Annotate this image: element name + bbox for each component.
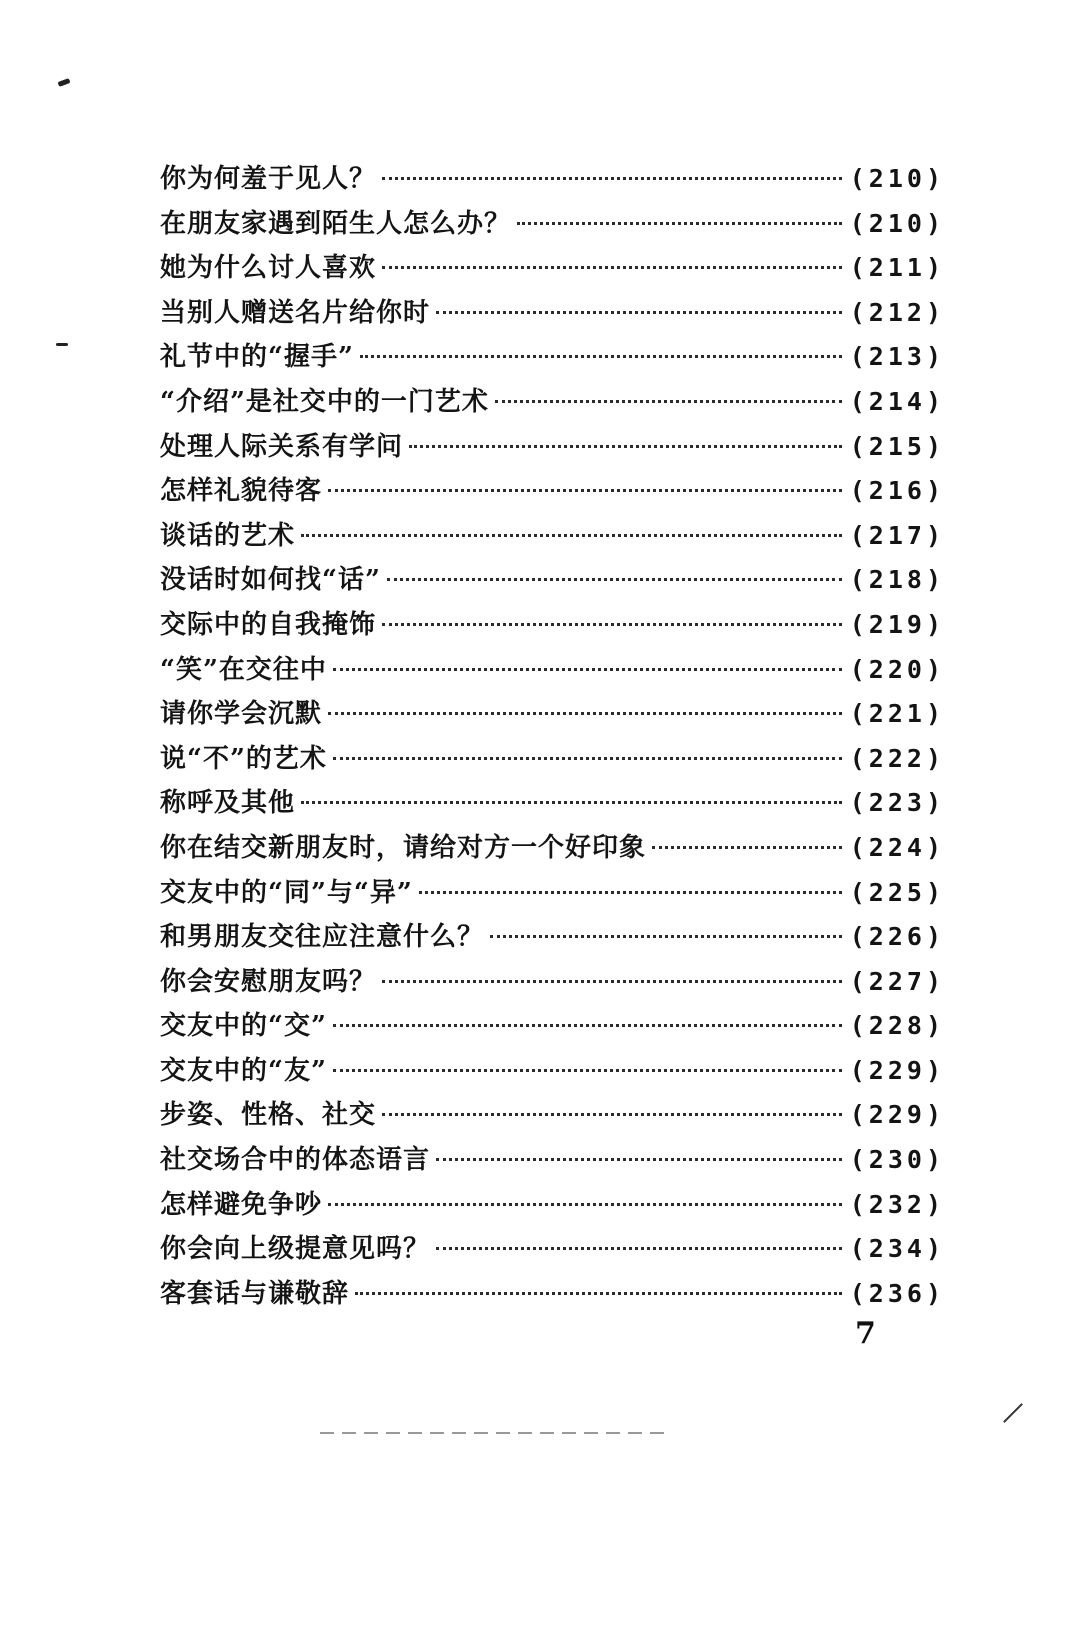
toc-entry xyxy=(160,1139,945,1184)
toc-entry-page: (210) xyxy=(849,208,945,238)
scan-artifact xyxy=(320,1432,670,1434)
toc-entry xyxy=(160,336,945,381)
toc-entry-title: 交友中的“友” xyxy=(160,1055,327,1086)
dot-leader xyxy=(517,222,842,225)
toc-entry-page: (228) xyxy=(849,1011,945,1041)
toc-entry-title: 交友中的“同”与“异” xyxy=(160,877,413,908)
toc-entry-page: (213) xyxy=(849,342,945,372)
toc-entry xyxy=(160,738,945,783)
toc-entry xyxy=(160,1184,945,1229)
toc-entry-title: 和男朋友交往应注意什么？ xyxy=(160,922,485,953)
dot-leader xyxy=(333,1069,842,1072)
toc-entry xyxy=(160,693,945,738)
toc-entry-page: (214) xyxy=(849,386,945,416)
toc-entry-page: (218) xyxy=(849,565,945,595)
toc-entry-title: 你在结交新朋友时，请给对方一个好印象 xyxy=(160,832,647,863)
toc-entry-page: (224) xyxy=(849,832,945,862)
toc-entry-page: (212) xyxy=(849,297,945,327)
toc-entry xyxy=(160,559,945,604)
toc-entry-page: (221) xyxy=(849,699,945,729)
dot-leader xyxy=(301,534,842,537)
toc-entry-title: 当别人赠送名片给你时 xyxy=(160,297,431,328)
dot-leader xyxy=(436,311,842,314)
toc-entry xyxy=(160,827,945,872)
toc-entry-page: (234) xyxy=(849,1234,945,1264)
toc-entry-title: 你会安慰朋友吗？ xyxy=(160,966,377,997)
dot-leader xyxy=(328,1203,842,1206)
toc-entry-page: (229) xyxy=(849,1100,945,1130)
dot-leader xyxy=(382,266,842,269)
toc-entry-title: 没话时如何找“话” xyxy=(160,565,381,596)
toc-entry-title: “介绍”是社交中的一门艺术 xyxy=(160,386,489,417)
toc-entry-title: 怎样礼貌待客 xyxy=(160,476,323,507)
toc-entry xyxy=(160,1005,945,1050)
toc-entry xyxy=(160,961,945,1006)
dot-leader xyxy=(355,1292,842,1295)
dot-leader xyxy=(328,712,842,715)
toc-entry xyxy=(160,1228,945,1273)
toc-entry xyxy=(160,470,945,515)
toc-entry-page: (217) xyxy=(849,520,945,550)
toc-entry-title: 怎样避免争吵 xyxy=(160,1189,323,1220)
toc-entry xyxy=(160,649,945,694)
toc-entry-page: (226) xyxy=(849,922,945,952)
dot-leader xyxy=(419,891,842,894)
dot-leader xyxy=(436,1247,842,1250)
toc-entry-page: (216) xyxy=(849,476,945,506)
dot-leader xyxy=(490,935,842,938)
dot-leader xyxy=(436,1158,842,1161)
dot-leader xyxy=(333,757,842,760)
toc-entry-title: 客套话与谦敬辞 xyxy=(160,1278,350,1309)
toc-entry-page: (227) xyxy=(849,966,945,996)
toc-entry-page: (225) xyxy=(849,877,945,907)
dot-leader xyxy=(382,1113,842,1116)
table-of-contents xyxy=(160,158,945,1317)
dot-leader xyxy=(382,623,842,626)
toc-entry-title: 社交场合中的体态语言 xyxy=(160,1145,431,1176)
toc-entry xyxy=(160,247,945,292)
toc-entry-page: (229) xyxy=(849,1055,945,1085)
toc-entry-page: (220) xyxy=(849,654,945,684)
dot-leader xyxy=(495,400,842,403)
toc-entry-page: (215) xyxy=(849,431,945,461)
toc-entry-title: 说“不”的艺术 xyxy=(160,743,327,774)
dot-leader xyxy=(382,177,842,180)
dot-leader xyxy=(328,489,842,492)
toc-entry xyxy=(160,872,945,917)
toc-entry xyxy=(160,292,945,337)
dot-leader xyxy=(360,355,842,358)
toc-entry xyxy=(160,158,945,203)
dot-leader xyxy=(382,980,842,983)
toc-entry-page: (236) xyxy=(849,1278,945,1308)
toc-entry-title: 处理人际关系有学问 xyxy=(160,431,404,462)
toc-entry xyxy=(160,916,945,961)
toc-entry xyxy=(160,515,945,560)
toc-entry-title: 你为何羞于见人？ xyxy=(160,164,377,194)
toc-entry-title: 她为什么讨人喜欢 xyxy=(160,253,377,284)
toc-entry xyxy=(160,1094,945,1139)
toc-entry xyxy=(160,782,945,827)
dot-leader xyxy=(652,846,842,849)
scan-artifact xyxy=(1003,1403,1023,1423)
dot-leader xyxy=(333,1024,842,1027)
toc-entry xyxy=(160,426,945,471)
toc-entry-title: 在朋友家遇到陌生人怎么办？ xyxy=(160,208,512,239)
toc-entry-title: 交友中的“交” xyxy=(160,1011,327,1042)
toc-entry-title: “笑”在交往中 xyxy=(160,654,327,685)
toc-entry-page: (219) xyxy=(849,609,945,639)
toc-entry xyxy=(160,604,945,649)
toc-entry-page: (211) xyxy=(849,253,945,283)
toc-entry-title: 你会向上级提意见吗？ xyxy=(160,1234,431,1265)
toc-entry-page: (222) xyxy=(849,743,945,773)
toc-entry-title: 步姿、性格、社交 xyxy=(160,1100,377,1131)
dot-leader xyxy=(301,801,842,804)
scan-speck xyxy=(56,343,68,346)
toc-entry-title: 谈话的艺术 xyxy=(160,520,296,551)
toc-entry-page: (232) xyxy=(849,1189,945,1219)
toc-entry-page: (210) xyxy=(849,164,945,193)
toc-entry xyxy=(160,203,945,248)
toc-entry-page: (223) xyxy=(849,788,945,818)
toc-entry-title: 交际中的自我掩饰 xyxy=(160,609,377,640)
toc-entry xyxy=(160,1273,945,1318)
toc-entry-title: 请你学会沉默 xyxy=(160,699,323,730)
toc-entry xyxy=(160,1050,945,1095)
dot-leader xyxy=(387,578,842,581)
toc-entry-page: (230) xyxy=(849,1145,945,1175)
dot-leader xyxy=(409,445,842,448)
toc-entry-title: 称呼及其他 xyxy=(160,788,296,819)
toc-entry xyxy=(160,381,945,426)
dot-leader xyxy=(333,668,842,671)
toc-entry-title: 礼节中的“握手” xyxy=(160,342,354,373)
scan-speck xyxy=(58,78,71,87)
page-number: 7 xyxy=(855,1316,876,1351)
